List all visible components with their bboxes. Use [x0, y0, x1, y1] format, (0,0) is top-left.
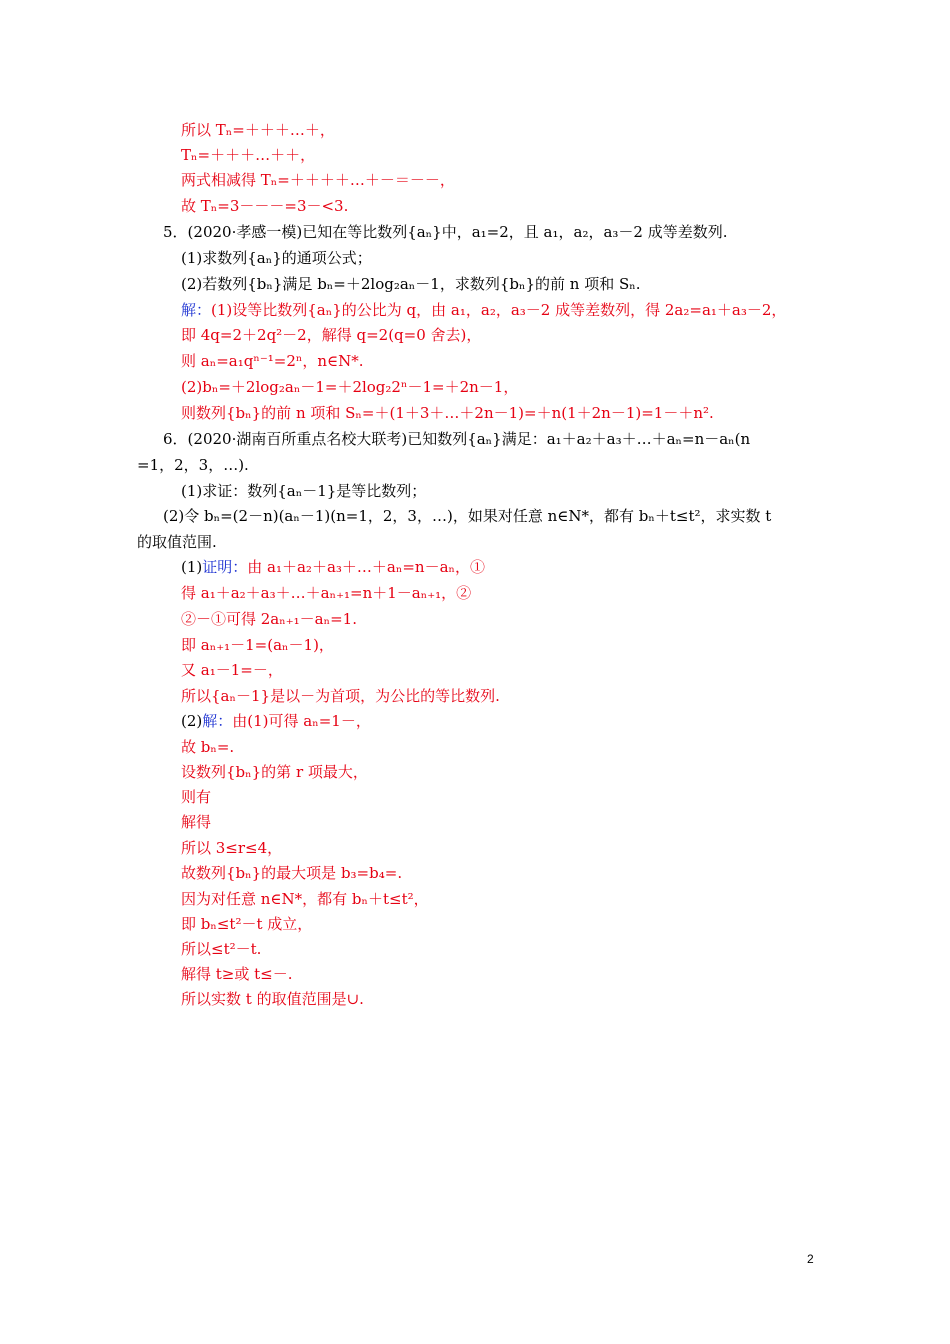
line-text: 即 bₙ≤t²－t 成立，	[181, 915, 313, 933]
line-text: 即 4q=2＋2q²－2，解得 q=2(q=0 舍去)，	[181, 326, 482, 344]
line-text: (1)设等比数列{aₙ}的公比为 q，由 a₁，a₂，a₃－2 成等差数列，得 2a₂=a₁＋a₃－2，	[211, 301, 787, 319]
text-line	[181, 787, 211, 807]
text-line	[181, 863, 402, 883]
text-line	[181, 120, 335, 140]
text-line	[181, 914, 312, 934]
line-text: 的取值范围.	[137, 533, 217, 551]
solution-label: 解：	[181, 301, 212, 319]
text-line	[163, 506, 771, 526]
line-text: ②－①可得 2aₙ₊₁－aₙ=1.	[181, 610, 357, 628]
line-text: 则有	[181, 788, 212, 806]
part-prefix: (1)	[181, 558, 203, 576]
text-line	[181, 660, 283, 680]
line-text: 由(1)可得 aₙ=1－，	[232, 712, 371, 730]
text-line	[181, 711, 371, 731]
line-text: (2)令 bₙ=(2－n)(aₙ－1)(n=1，2，3，…)，如果对任意 n∈N*，都有 bₙ＋t≤t²，求实数 t	[163, 507, 772, 525]
text-line	[181, 557, 485, 577]
solution-label: 证明：	[202, 558, 248, 576]
line-text: 两式相减得 Tₙ=＋＋＋＋…＋－＝－－，	[181, 171, 455, 189]
line-text: 所以 3≤r≤4，	[181, 839, 283, 857]
text-line	[181, 145, 315, 165]
text-line	[181, 248, 372, 268]
line-text: 所以{aₙ－1}是以－为首项，为公比的等比数列.	[181, 687, 500, 705]
line-text: (1)求证：数列{aₙ－1}是等比数列；	[181, 482, 427, 500]
text-line	[181, 737, 234, 757]
text-line	[163, 222, 728, 242]
line-text: 故 Tₙ=3－－－=3－<3.	[181, 197, 349, 215]
line-text: 则数列{bₙ}的前 n 项和 Sₙ=＋(1＋3＋…＋2n－1)=＋n(1＋2n－1)=1－＋n².	[181, 404, 714, 422]
text-line	[181, 812, 211, 832]
line-text: 由 a₁＋a₂＋a₃＋…＋aₙ=n－aₙ，①	[247, 558, 485, 576]
part-prefix: (2)	[181, 712, 203, 730]
text-line	[181, 274, 641, 294]
text-line	[181, 481, 426, 501]
text-line	[181, 351, 364, 371]
text-line	[181, 196, 348, 216]
text-line	[181, 170, 455, 190]
line-text: 因为对任意 n∈N*，都有 bₙ＋t≤t²，	[181, 890, 429, 908]
text-line	[181, 686, 500, 706]
line-text: 又 a₁－1=－，	[181, 661, 283, 679]
text-line	[181, 762, 368, 782]
line-text: 6．(2020·湖南百所重点名校大联考)已知数列{aₙ}满足：a₁＋a₂＋a₃＋…＋aₙ=n－aₙ(n	[163, 430, 751, 448]
line-text: (2)若数列{bₙ}满足 bₙ=＋2log₂aₙ－1，求数列{bₙ}的前 n 项和 Sₙ.	[181, 275, 641, 293]
line-text: 解得 t≥或 t≤－.	[181, 965, 293, 983]
page-number: 2	[807, 1252, 814, 1266]
line-text: 5．(2020·孝感一模)已知在等比数列{aₙ}中，a₁=2，且 a₁，a₂，a₃－2 成等差数列.	[163, 223, 728, 241]
line-text: 故数列{bₙ}的最大项是 b₃=b₄=.	[181, 864, 403, 882]
text-line	[181, 609, 357, 629]
text-line	[181, 300, 786, 320]
text-line	[181, 989, 364, 1009]
line-text: =1，2，3，…).	[137, 456, 249, 474]
solution-label: 解：	[202, 712, 233, 730]
line-text: 所以 Tₙ=＋＋＋…＋，	[181, 121, 335, 139]
line-text: (1)求数列{aₙ}的通项公式；	[181, 249, 372, 267]
line-text: 则 aₙ=a₁qⁿ⁻¹=2ⁿ，n∈N*.	[181, 352, 364, 370]
line-text: 所以实数 t 的取值范围是∪.	[181, 990, 364, 1008]
text-line	[181, 325, 481, 345]
text-line	[137, 532, 217, 552]
line-text: Tₙ=＋＋＋…＋＋，	[181, 146, 316, 164]
line-text: (2)bₙ=＋2log₂aₙ－1=＋2log₂2ⁿ－1=＋2n－1，	[181, 378, 519, 396]
text-line	[181, 838, 282, 858]
text-line	[163, 429, 750, 449]
text-line	[181, 583, 471, 603]
text-line	[181, 964, 293, 984]
text-line	[181, 939, 261, 959]
text-line	[181, 377, 518, 397]
line-text: 故 bₙ=.	[181, 738, 235, 756]
line-text: 即 aₙ₊₁－1=(aₙ－1)，	[181, 636, 334, 654]
text-line	[181, 889, 429, 909]
text-line	[181, 403, 714, 423]
line-text: 解得	[181, 813, 212, 831]
line-text: 得 a₁＋a₂＋a₃＋…＋aₙ₊₁=n＋1－aₙ₊₁，②	[181, 584, 472, 602]
line-text: 所以≤t²－t.	[181, 940, 262, 958]
line-text: 设数列{bₙ}的第 r 项最大，	[181, 763, 368, 781]
text-line	[181, 635, 334, 655]
text-line	[137, 455, 249, 475]
